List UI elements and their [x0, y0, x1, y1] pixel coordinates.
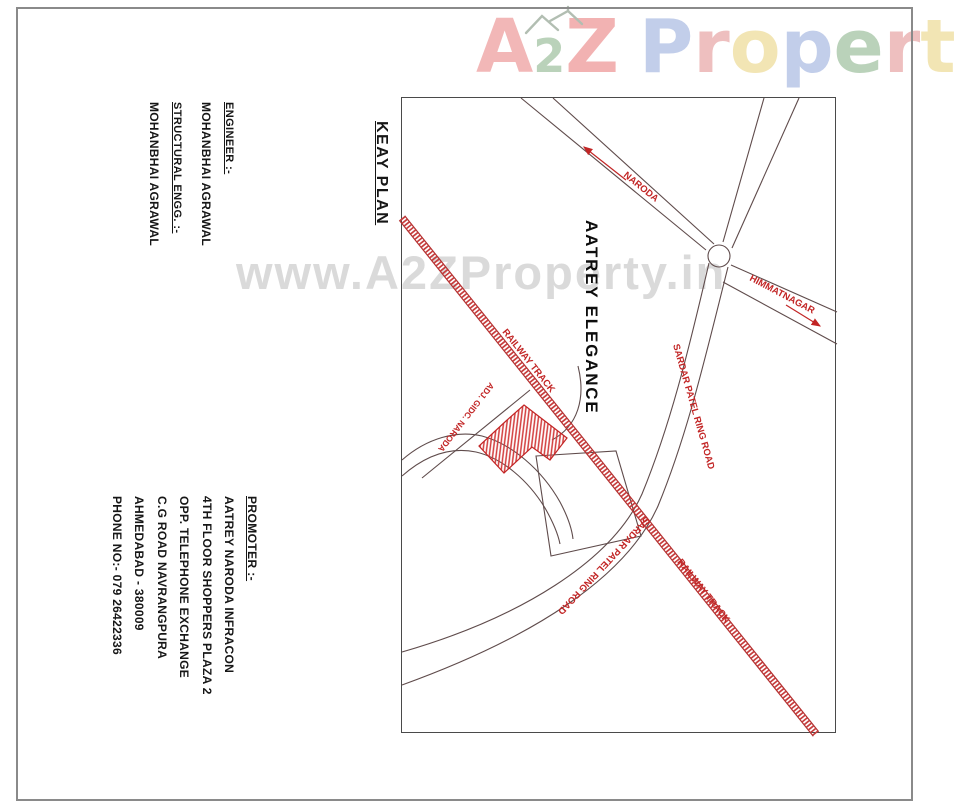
- road-label-himmatnagar: HIMMATNAGAR: [747, 272, 817, 317]
- promoter-line: 4TH FLOOR SHOPPERS PLAZA 2: [200, 496, 214, 695]
- logo-letter: Z: [565, 4, 619, 90]
- engineer-name: MOHANBHAI AGRAWAL: [199, 102, 213, 246]
- road-north-edge: [732, 98, 799, 248]
- promoter-line: OPP. TELEPHONE EXCHANGE: [177, 496, 192, 679]
- logo-letter: r: [693, 4, 730, 90]
- structural-name: MOHANBHAI AGRAWAL: [147, 102, 161, 246]
- watermark-text: www.A2ZProperty.in: [236, 246, 727, 299]
- road-loop-edge: [402, 450, 560, 544]
- road-ring-edge: [402, 263, 709, 652]
- promoter-label: PROMOTER :-: [245, 496, 259, 582]
- naroda-direction-arrow-icon: [584, 147, 626, 180]
- logo-letter: A: [476, 4, 534, 90]
- road-label-ring-road-2: SARDAR PATEL RING ROAD: [555, 513, 652, 617]
- site-building-footprint: [479, 405, 567, 473]
- structural-engineer-block: [142, 102, 188, 246]
- engineer-label: ENGINEER :-: [223, 102, 235, 175]
- engineer-block: [194, 102, 240, 246]
- road-label-naroda: NARODA: [621, 169, 661, 205]
- page-title: KEAY PLAN: [373, 121, 390, 226]
- logo-letter: r: [883, 4, 921, 90]
- road-network: [402, 98, 837, 685]
- promoter-line: AHMEDABAD - 380009: [132, 496, 147, 631]
- site-name-label: AATREY ELEGANCE: [582, 220, 601, 415]
- road-ring-edge: [402, 267, 728, 685]
- road-north-edge: [723, 98, 764, 242]
- road-naroda-edge: [521, 98, 706, 250]
- structural-label: STRUCTURAL ENGG. :-: [171, 102, 183, 234]
- logo-letter: e: [833, 4, 884, 90]
- road-label-railway-2: RAILWAY TRACK: [674, 557, 732, 626]
- logo-letter: 2: [533, 29, 566, 83]
- promoter-line: PHONE NO:- 079 26422336: [110, 496, 124, 655]
- key-plan-map: [401, 97, 836, 733]
- railway-rail: [405, 216, 819, 732]
- road-label-ring-road-1: SARDAR PATEL RING ROAD: [670, 342, 717, 471]
- road-naroda-edge: [553, 98, 714, 244]
- logo-letter: t: [920, 4, 956, 90]
- promoter-line: AATREY NARODA INFRACON: [222, 496, 237, 674]
- railway-ties: [402, 218, 816, 734]
- promoter-block: [106, 496, 264, 695]
- road-label-adj-gidc: ADJ. GIDC. NARODA: [436, 380, 497, 454]
- railway-track: [399, 216, 818, 736]
- road-label-railway-1: RAILWAY TRACK: [499, 327, 557, 396]
- logo-letter: p: [780, 4, 834, 90]
- logo-letter: o: [729, 4, 781, 90]
- map-drawing: [402, 98, 837, 734]
- a2z-property-logo: [476, 4, 956, 90]
- roundabout: [708, 245, 730, 267]
- promoter-line: C.G ROAD NAVRANGPURA: [155, 496, 169, 660]
- logo-letter: P: [638, 4, 694, 90]
- house-sketch-icon: [522, 6, 588, 40]
